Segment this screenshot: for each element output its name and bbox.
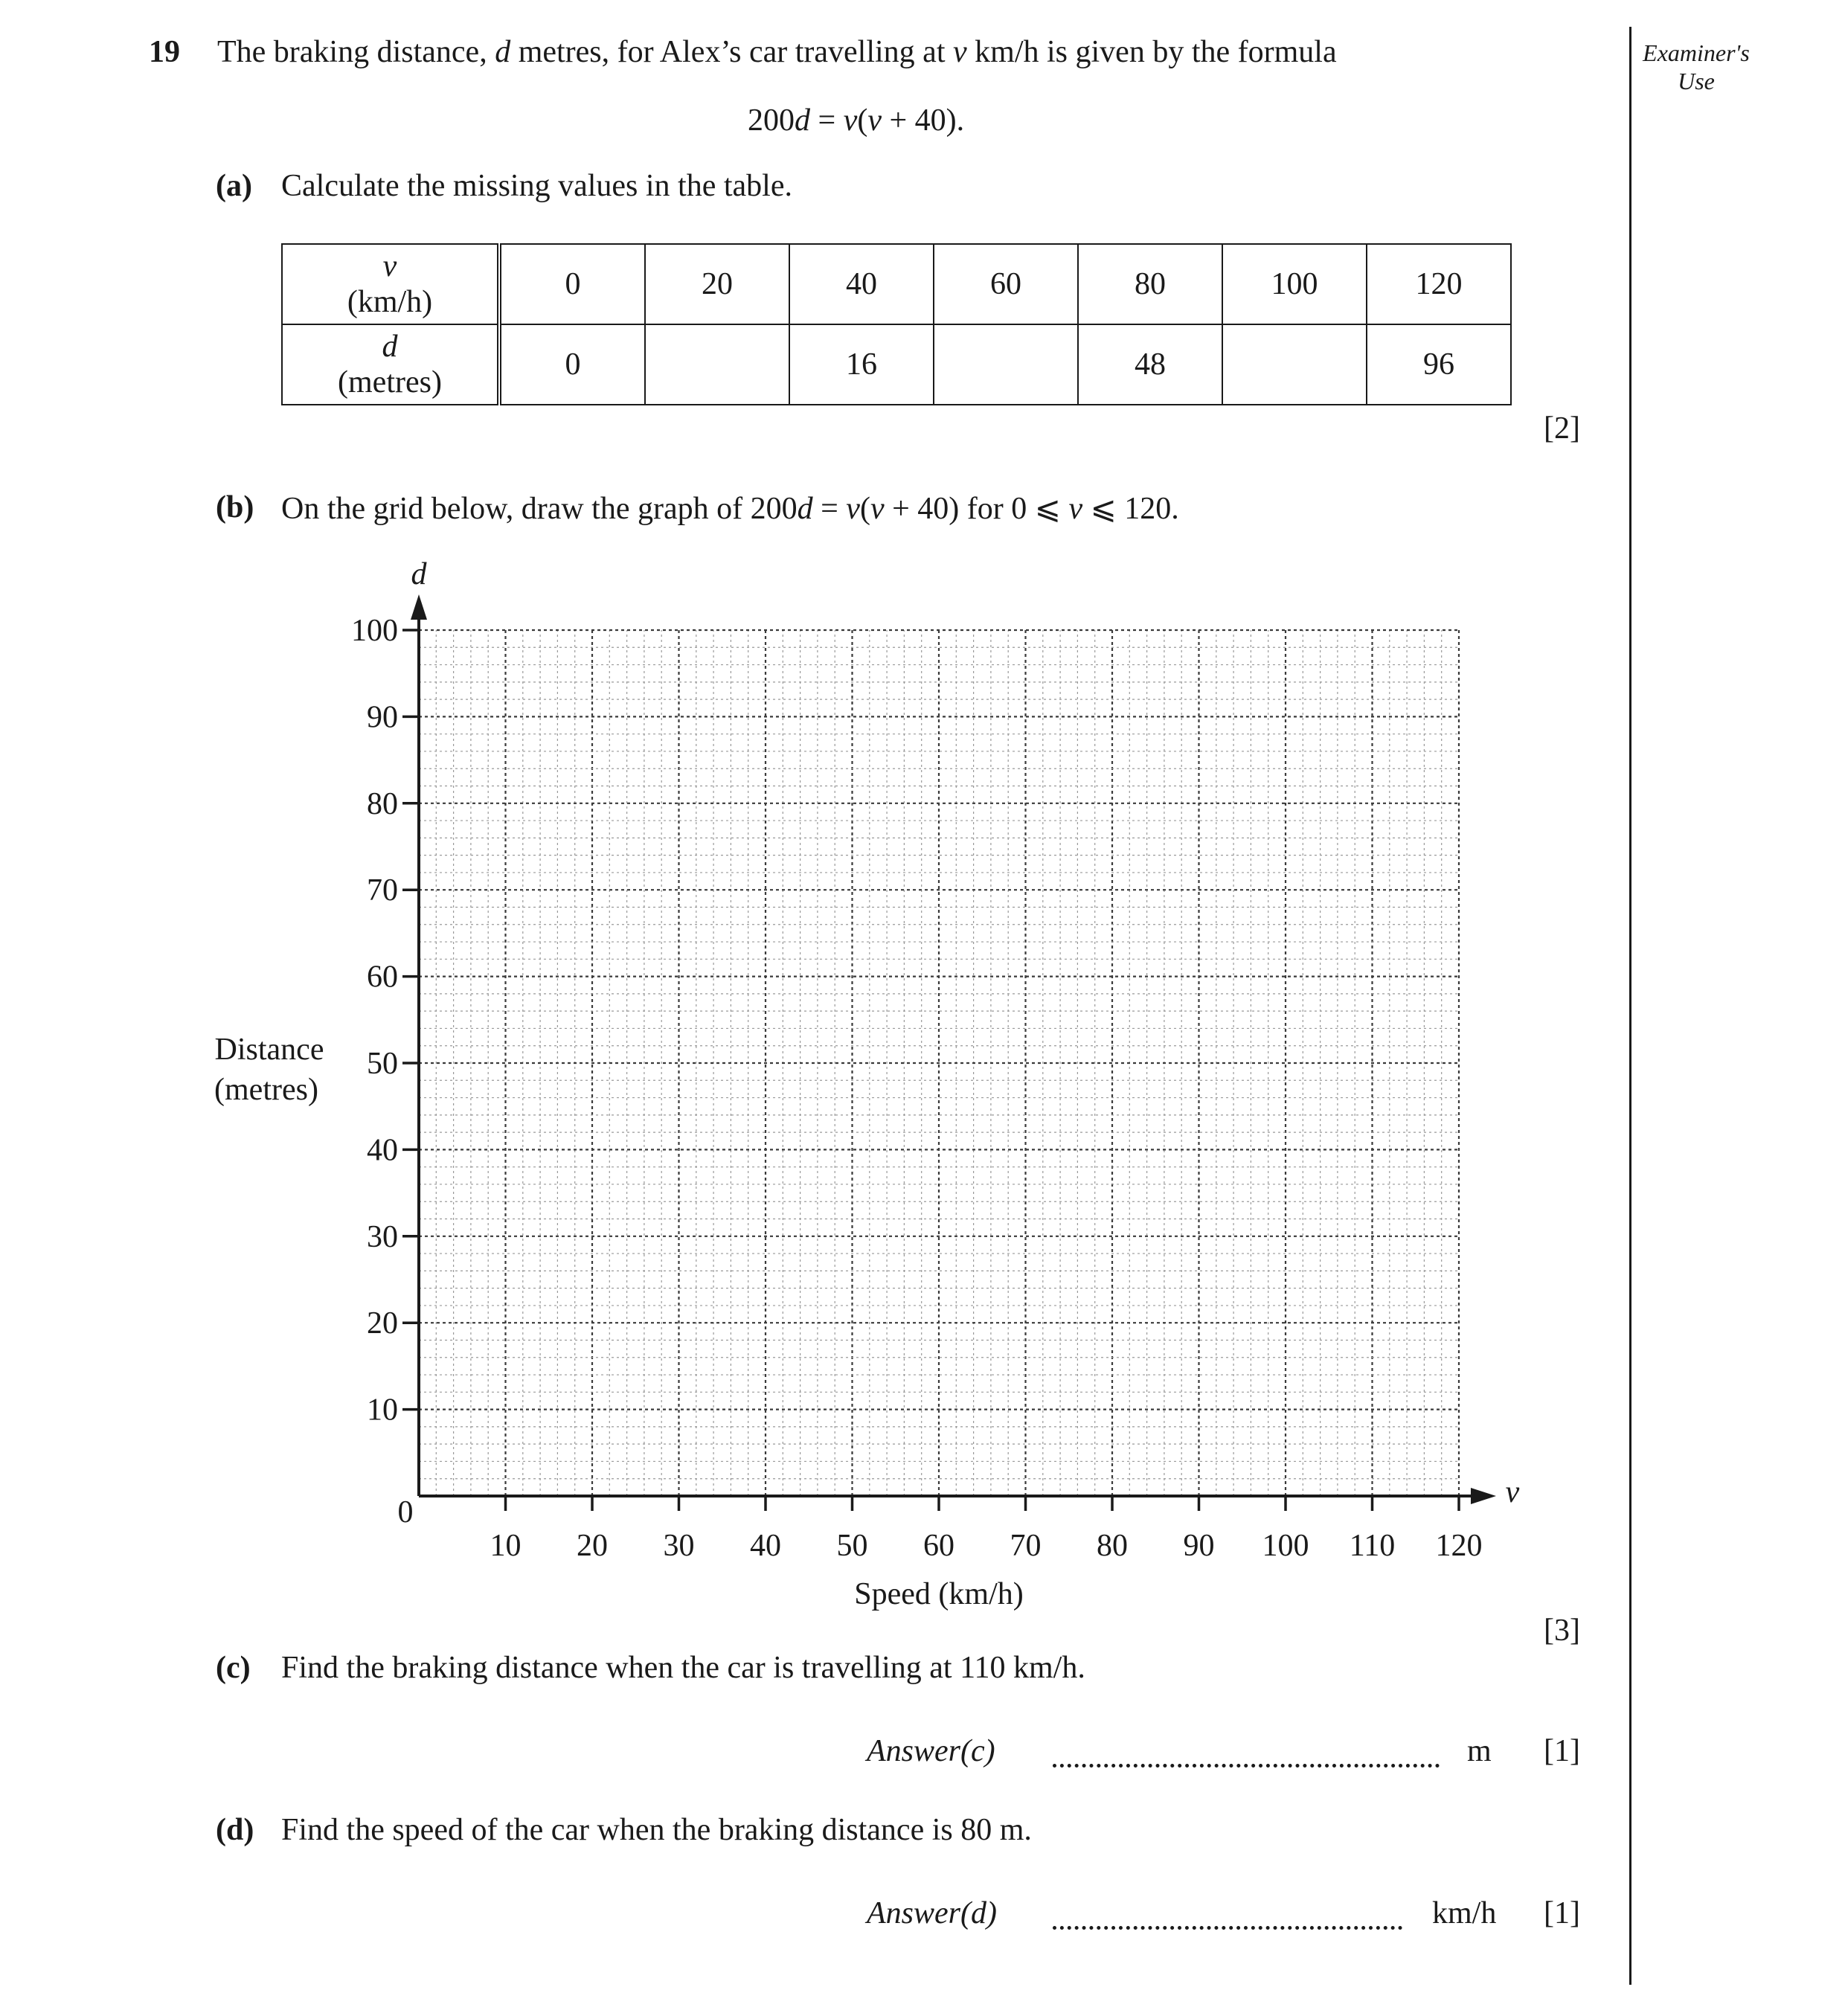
part-c-label: (c) — [216, 1651, 251, 1685]
table-cell-v: 60 — [934, 244, 1078, 324]
y-tick-label: 100 — [351, 614, 398, 648]
answer-c-label: Answer(c) — [867, 1734, 995, 1768]
table-cell-v: 40 — [789, 244, 934, 324]
y-tick-label: 70 — [367, 873, 398, 908]
part-d-label: (d) — [216, 1813, 254, 1847]
part-d-text: Find the speed of the car when the braking distance is 80 m. — [281, 1813, 1032, 1847]
y-axis-variable: d — [411, 557, 427, 591]
formula-part: + 40). — [882, 103, 965, 138]
table-cell-v: 0 — [499, 244, 645, 324]
x-tick-label: 110 — [1349, 1529, 1396, 1563]
table-cell-d: 16 — [789, 324, 934, 405]
x-tick-label: 40 — [750, 1529, 781, 1563]
x-tick-label: 70 — [1010, 1529, 1042, 1563]
x-axis-title: Speed (km/h) — [854, 1577, 1024, 1611]
formula-part: ( — [857, 103, 868, 138]
x-tick-label: 90 — [1183, 1529, 1215, 1563]
answer-c-unit: m — [1467, 1734, 1492, 1768]
part-c-text: Find the braking distance when the car is travelling at 110 km/h. — [281, 1651, 1085, 1685]
table-cell-v: 100 — [1222, 244, 1367, 324]
graph-ticks — [351, 614, 1483, 1563]
part-b-text-part: ( — [859, 492, 870, 526]
part-d-marks: [1] — [1544, 1896, 1580, 1930]
answer-c-field[interactable] — [1053, 1764, 1440, 1768]
table-cell-v: 20 — [645, 244, 789, 324]
part-b-text-part: = — [812, 492, 847, 526]
table-cell-d: 96 — [1367, 324, 1511, 405]
x-tick-label: 30 — [663, 1529, 695, 1563]
y-tick-label: 50 — [367, 1047, 398, 1081]
stem-var-d: d — [495, 35, 511, 69]
stem-part-a: The braking distance, — [217, 35, 495, 69]
x-axis-arrow-icon — [1471, 1488, 1496, 1504]
part-a-text: Calculate the missing values in the table. — [281, 169, 792, 203]
table-cell-d: 48 — [1078, 324, 1222, 405]
answer-d-unit: km/h — [1432, 1896, 1497, 1930]
stem-part-c: km/h is given by the formula — [966, 35, 1337, 69]
formula-var-v: v — [843, 103, 858, 138]
part-b-var-v: v — [846, 492, 860, 526]
part-b-marks: [3] — [1544, 1614, 1580, 1648]
x-tick-label: 10 — [490, 1529, 522, 1563]
formula-var-d: d — [795, 103, 810, 138]
x-tick-label: 80 — [1097, 1529, 1128, 1563]
table-cell-d: 0 — [499, 324, 645, 405]
graph-axes — [411, 594, 1496, 1504]
table-cell-v: 80 — [1078, 244, 1222, 324]
part-b-var-v: v — [870, 492, 885, 526]
x-tick-label: 50 — [836, 1529, 868, 1563]
answer-d-field[interactable] — [1053, 1926, 1402, 1930]
part-a-label: (a) — [216, 169, 252, 203]
formula-part: = — [810, 103, 844, 138]
y-tick-label: 20 — [367, 1306, 398, 1341]
part-b-label: (b) — [216, 490, 254, 524]
y-axis-title-line2: (metres) — [214, 1073, 318, 1107]
part-c-marks: [1] — [1544, 1734, 1580, 1768]
part-b-var-v: v — [1068, 492, 1083, 526]
table-cell-v: 120 — [1367, 244, 1511, 324]
y-axis-title-line1: Distance — [214, 1033, 324, 1067]
answer-d-label: Answer(d) — [867, 1896, 997, 1930]
table-header-unit: (km/h) — [347, 285, 433, 319]
part-a-marks: [2] — [1544, 411, 1580, 446]
table-header-var: d — [382, 330, 398, 364]
stem-var-v: v — [953, 35, 967, 69]
part-b-text-part: On the grid below, draw the graph of 200 — [281, 492, 798, 526]
x-tick-label: 60 — [923, 1529, 954, 1563]
table-header-var: v — [382, 249, 397, 283]
y-tick-label: 60 — [367, 960, 398, 995]
part-b-text-part: + 40) for 0 ⩽ — [884, 492, 1069, 526]
x-tick-label: 20 — [577, 1529, 608, 1563]
x-axis-variable: v — [1505, 1475, 1520, 1509]
y-tick-label: 80 — [367, 786, 398, 821]
formula-part: 200 — [748, 103, 795, 138]
part-b-var-d: d — [797, 492, 813, 526]
graph-grid[interactable] — [419, 630, 1459, 1496]
y-axis-arrow-icon — [411, 594, 427, 620]
part-b-text-part: ⩽ 120. — [1082, 492, 1179, 526]
origin-label: 0 — [397, 1495, 414, 1529]
stem-part-b: metres, for Alex’s car travelling at — [510, 35, 953, 69]
examiner-use-line2: Use — [1678, 68, 1715, 94]
examiner-use-line1: Examiner's — [1643, 39, 1750, 66]
question-number: 19 — [149, 35, 180, 69]
y-tick-label: 30 — [367, 1219, 398, 1254]
y-tick-label: 10 — [367, 1393, 398, 1428]
x-tick-label: 120 — [1435, 1529, 1483, 1563]
table-header-unit: (metres) — [338, 365, 442, 399]
formula-var-v: v — [867, 103, 882, 138]
y-tick-label: 40 — [367, 1133, 398, 1168]
x-tick-label: 100 — [1262, 1529, 1309, 1563]
y-tick-label: 90 — [367, 700, 398, 735]
